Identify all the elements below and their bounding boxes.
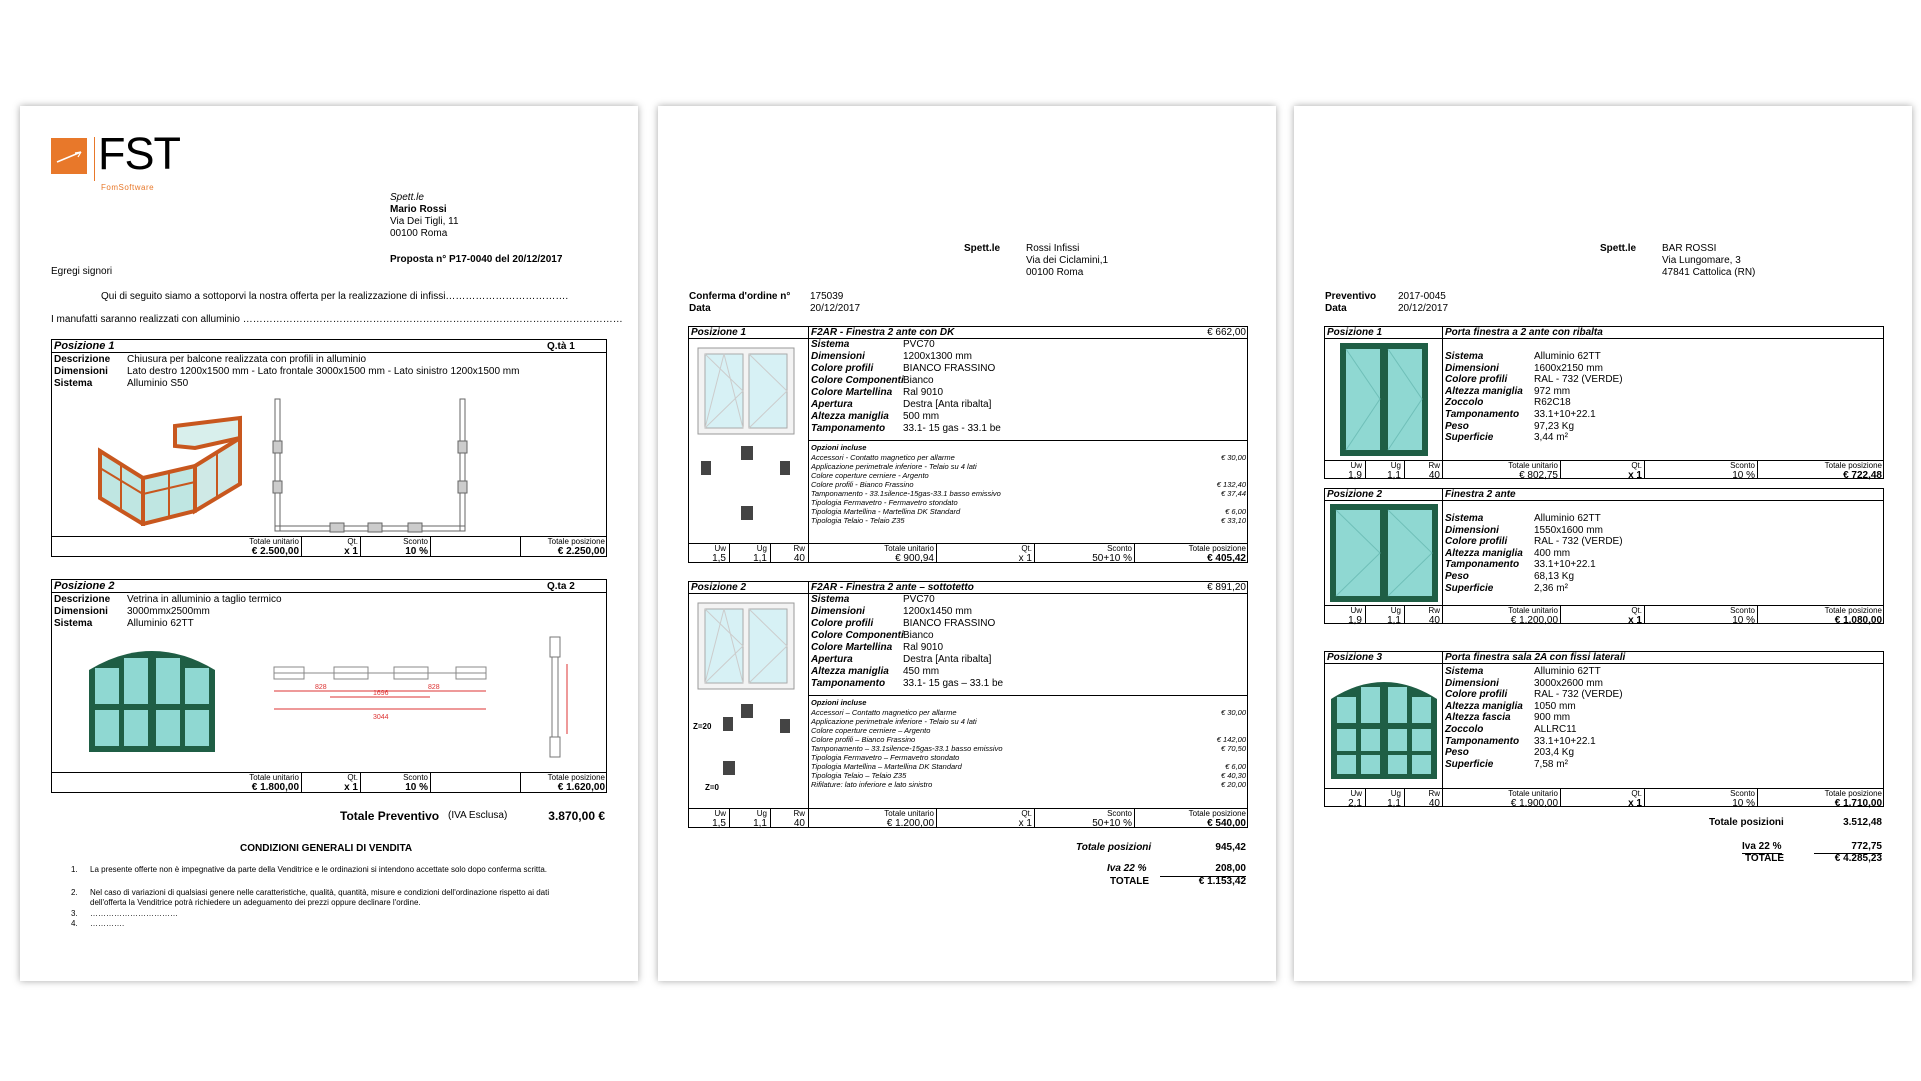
- field-label: Tamponamento: [811, 678, 886, 689]
- field-value: 3,44 m²: [1534, 432, 1568, 444]
- green-window-image: [1329, 503, 1439, 603]
- option-price: € 20,00: [1220, 780, 1246, 789]
- rw-label: Rw: [1428, 789, 1440, 798]
- field-value: 33.1+10+22.1: [1534, 559, 1596, 571]
- option-price: € 37,44: [1220, 489, 1246, 498]
- field-value: 68,13 Kg: [1534, 571, 1575, 582]
- field-label: Colore Componenti: [811, 630, 904, 641]
- field-value: 203,4 Kg: [1534, 747, 1575, 759]
- option-item: Tipologia Martellina – Martellina DK Standard: [811, 762, 962, 771]
- field-label: Dimensioni: [54, 366, 108, 377]
- position-total-label: Totale posizione: [1188, 544, 1246, 553]
- qty-value: x 1: [1628, 615, 1642, 626]
- total-unit-label: Totale unitario: [249, 773, 299, 782]
- ug-value: 1,1: [1387, 615, 1401, 626]
- field-value: 33.1- 15 gas – 33.1 be: [903, 678, 1004, 689]
- arched-door-image: [1329, 671, 1439, 781]
- date-label: Data: [1325, 303, 1347, 314]
- position-total-value: € 1.080,00: [1834, 615, 1882, 626]
- profile-sections-drawing: [693, 441, 803, 536]
- field-label: Dimensioni: [1445, 524, 1499, 536]
- ug-label: Ug: [756, 809, 767, 818]
- option-price: € 6,00: [1225, 762, 1246, 771]
- field-value: Destra [Anta ribalta]: [903, 654, 992, 665]
- position-total-label: Totale posizione: [1824, 606, 1882, 615]
- total-unit-value: € 802,75: [1519, 470, 1558, 481]
- qty-value: x 1: [1018, 818, 1032, 829]
- discount-value: 10 %: [405, 782, 428, 793]
- field-value: Alluminio S50: [127, 378, 189, 389]
- addressee-city: 00100 Roma: [390, 228, 448, 239]
- total-unit-label: Totale unitario: [1508, 789, 1558, 798]
- qty-label: Qt.: [347, 773, 358, 782]
- total-label: TOTALE: [1745, 853, 1785, 864]
- field-value: 972 mm: [1534, 385, 1571, 397]
- iva-value: 772,75: [1851, 841, 1882, 852]
- field-value: BIANCO FRASSINO: [903, 363, 996, 374]
- position-total-value: € 540,00: [1207, 818, 1246, 829]
- discount-value: 10 %: [1732, 615, 1755, 626]
- option-item: Tipologia Telaio - Telaio Z35: [811, 516, 905, 525]
- field-value: 450 mm: [903, 666, 940, 677]
- addressee-street: Via Lungomare, 3: [1662, 255, 1741, 266]
- field-value: 2,36 m²: [1534, 582, 1568, 594]
- field-label: Peso: [1445, 747, 1469, 759]
- total-value: € 4.285,23: [1834, 853, 1882, 864]
- position-total-value: € 2.250,00: [557, 546, 605, 557]
- uw-value: 1,9: [1348, 470, 1362, 481]
- field-label: Descrizione: [54, 594, 111, 605]
- uw-label: Uw: [1350, 461, 1362, 470]
- field-value: BIANCO FRASSINO: [903, 618, 996, 629]
- order-number: 175039: [810, 291, 844, 302]
- field-label: Dimensioni: [1445, 362, 1499, 374]
- field-value: 400 mm: [1534, 547, 1571, 559]
- intro-text: Qui di seguito siamo a sottoporvi la nostra offerta per la realizzazione di infissi……………………………….: [101, 291, 569, 302]
- field-value: 33.1+10+22.1: [1534, 409, 1596, 420]
- uw-label: Uw: [1350, 606, 1362, 615]
- field-label: Sistema: [1445, 666, 1484, 677]
- field-value: 33.1+10+22.1: [1534, 735, 1596, 747]
- qty-value: x 1: [1018, 553, 1032, 564]
- document-page-1: [20, 106, 638, 981]
- options-title: Opzioni incluse: [811, 443, 867, 452]
- field-label: Altezza maniglia: [811, 666, 889, 677]
- field-label: Sistema: [1445, 513, 1484, 524]
- field-label: Altezza fascia: [1445, 712, 1511, 724]
- field-value: 1550x1600 mm: [1534, 524, 1603, 536]
- addressee-street: Via Dei Tigli, 11: [390, 216, 459, 227]
- field-label: Dimensioni: [54, 606, 108, 617]
- total-unit-label: Totale unitario: [1508, 606, 1558, 615]
- field-label: Colore profili: [811, 363, 874, 374]
- total-unit-value: € 1.900,00: [1510, 798, 1558, 809]
- option-price: € 6,00: [1225, 507, 1246, 516]
- position-qty: Q.ta 2: [547, 581, 575, 592]
- document-page-2: [658, 106, 1276, 981]
- condition-number: 3.: [71, 909, 78, 918]
- salutation: Spett.le: [964, 243, 1001, 254]
- discount-value: 50+10 %: [1092, 818, 1132, 829]
- position-name: Finestra 2 ante: [1445, 489, 1516, 500]
- field-label: Tamponamento: [811, 423, 886, 434]
- uw-value: 1,9: [1348, 615, 1362, 626]
- qty-label: Qt.: [1631, 789, 1642, 798]
- field-value: 1200x1450 mm: [903, 606, 972, 617]
- qty-value: x 1: [1628, 798, 1642, 809]
- option-price: € 40,30: [1220, 771, 1246, 780]
- rw-value: 40: [1428, 615, 1440, 626]
- ug-label: Ug: [1390, 789, 1401, 798]
- field-value: PVC70: [903, 339, 935, 350]
- field-value: Lato destro 1200x1500 mm - Lato frontale 3000x1500 mm - Lato sinistro 1200x1500 mm: [127, 366, 520, 377]
- ug-label: Ug: [756, 544, 767, 553]
- option-item: Tipologia Telaio – Telaio Z35: [811, 771, 907, 780]
- dim-label: 3044: [373, 714, 389, 721]
- positions-total-label: Totale posizioni: [1709, 817, 1784, 828]
- field-label: Superficie: [1445, 582, 1494, 594]
- field-value: Alluminio 62TT: [1534, 666, 1601, 677]
- qty-label: Qt.: [1631, 606, 1642, 615]
- total-unit-label: Totale unitario: [884, 544, 934, 553]
- field-value: RAL - 732 (VERDE): [1534, 536, 1623, 548]
- field-value: Destra [Anta ribalta]: [903, 399, 992, 410]
- option-item: Colore profili – Bianco Frassino: [811, 735, 916, 744]
- positions-total-value: 3.512,48: [1843, 817, 1882, 828]
- field-value: RAL - 732 (VERDE): [1534, 374, 1623, 386]
- addressee-city: 00100 Roma: [1026, 267, 1084, 278]
- option-price: € 132,40: [1216, 480, 1246, 489]
- option-item: Rifilature: lato inferiore e lato sinistro: [811, 780, 933, 789]
- field-value: 33.1- 15 gas - 33.1 be: [903, 423, 1001, 434]
- vertical-section-drawing: [542, 634, 572, 764]
- field-value: R62C18: [1534, 397, 1571, 409]
- discount-label: Sconto: [1730, 789, 1755, 798]
- positions-total-label: Totale posizioni: [1076, 842, 1152, 853]
- total-unit-value: € 2.500,00: [251, 546, 299, 557]
- position-title: Posizione 3: [1327, 652, 1383, 663]
- field-label: Sistema: [1445, 351, 1484, 362]
- option-item: Colore coperture cerniere - Argento: [811, 471, 929, 480]
- field-value: 900 mm: [1534, 712, 1571, 724]
- condition-text: Nel caso di variazioni di qualsiasi genere nelle caratteristiche, qualità, quantità, misure e condizioni dell'ordinazione rispetto ai dati: [90, 888, 550, 897]
- z-label: Z=20: [693, 722, 712, 731]
- dim-label: 828: [428, 684, 440, 691]
- option-item: Colore profili - Bianco Frassino: [811, 480, 914, 489]
- date-value: 20/12/2017: [810, 303, 861, 314]
- field-value: Chiusura per balcone realizzata con profili in alluminio: [127, 354, 367, 365]
- option-item: Tamponamento – 33.1silence-15gas-33.1 basso emissivo: [811, 744, 1003, 753]
- field-label: Sistema: [811, 339, 850, 350]
- salutation: Spett.le: [390, 192, 424, 203]
- field-value: Bianco: [903, 630, 934, 641]
- uw-value: 2,1: [1348, 798, 1362, 809]
- profile-sections-drawing: [693, 699, 803, 794]
- field-label: Tamponamento: [1445, 735, 1520, 747]
- proposal-number: Proposta n° P17-0040 del 20/12/2017: [390, 254, 563, 265]
- discount-value: 10 %: [1732, 798, 1755, 809]
- option-price: € 30,00: [1220, 708, 1246, 717]
- option-item: Accessori – Contatto magnetico per allarme: [811, 708, 957, 717]
- green-door-image: [1339, 342, 1429, 457]
- date-value: 20/12/2017: [1398, 303, 1449, 314]
- discount-label: Sconto: [403, 537, 428, 546]
- options-title: Opzioni incluse: [811, 698, 867, 707]
- field-label: Altezza maniglia: [1445, 547, 1523, 559]
- field-value: 1050 mm: [1534, 700, 1576, 712]
- qty-label: Qt.: [347, 537, 358, 546]
- position-total-label: Totale posizione: [1188, 809, 1246, 818]
- salutation: Spett.le: [1600, 243, 1637, 254]
- uw-value: 1,5: [712, 818, 726, 829]
- ug-label: Ug: [1390, 461, 1401, 470]
- field-label: Tamponamento: [1445, 409, 1520, 420]
- discount-label: Sconto: [403, 773, 428, 782]
- option-price: € 70,50: [1220, 744, 1246, 753]
- position-name: F2AR - Finestra 2 ante con DK: [811, 327, 955, 338]
- option-price: € 33,10: [1220, 516, 1246, 525]
- document-page-3: [1294, 106, 1912, 981]
- option-item: Applicazione perimetrale inferiore - Telaio su 4 lati: [811, 717, 977, 726]
- field-value: Ral 9010: [903, 387, 944, 398]
- field-label: Altezza maniglia: [1445, 385, 1523, 397]
- condition-text: ……………………………: [90, 909, 178, 918]
- field-value: Alluminio 62TT: [1534, 351, 1601, 362]
- addressee-name: BAR ROSSI: [1662, 243, 1717, 254]
- positions-total-value: 945,42: [1215, 842, 1246, 853]
- ug-value: 1,1: [753, 818, 767, 829]
- grand-total-note: (IVA Esclusa): [448, 810, 508, 821]
- rw-label: Rw: [1428, 606, 1440, 615]
- position-price: € 662,00: [1207, 327, 1246, 338]
- condition-text: La presente offerte non è impegnative da parte della Venditrice e le ordinazioni si intendono accettate solo dopo conferma scritta.: [90, 865, 548, 874]
- horizontal-section-drawing: [270, 661, 495, 726]
- qty-label: Qt.: [1631, 461, 1642, 470]
- logo-name: FST: [98, 128, 180, 179]
- field-label: Peso: [1445, 420, 1469, 432]
- field-label: Apertura: [811, 654, 853, 665]
- option-item: Accessori - Contatto magnetico per allarme: [811, 453, 955, 462]
- rw-label: Rw: [1428, 461, 1440, 470]
- addressee-street: Via dei Ciclamini,1: [1026, 255, 1109, 266]
- position-name: F2AR - Finestra 2 ante – sottotetto: [811, 582, 974, 593]
- position-title: Posizione 2: [1327, 489, 1383, 500]
- option-item: Tipologia Fermavetro - Fermavetro stondato: [811, 498, 958, 507]
- field-label: Sistema: [54, 618, 93, 629]
- total-unit-value: € 900,94: [895, 553, 934, 564]
- uw-value: 1,5: [712, 553, 726, 564]
- field-value: 3000mmx2500mm: [127, 606, 210, 617]
- field-value: 97,23 Kg: [1534, 420, 1575, 432]
- iva-label: Iva 22 %: [1742, 841, 1782, 852]
- field-value: Ral 9010: [903, 642, 944, 653]
- discount-label: Sconto: [1107, 809, 1132, 818]
- position-total-label: Totale posizione: [547, 773, 605, 782]
- total-unit-label: Totale unitario: [1508, 461, 1558, 470]
- field-label: Sistema: [54, 378, 93, 389]
- position-name: Porta finestra sala 2A con fissi laterali: [1445, 652, 1626, 663]
- field-label: Tamponamento: [1445, 559, 1520, 571]
- position-total-label: Totale posizione: [547, 537, 605, 546]
- field-label: Altezza maniglia: [811, 411, 889, 422]
- total-label: TOTALE: [1110, 876, 1150, 887]
- condition-number: 2.: [71, 888, 78, 897]
- field-value: Vetrina in alluminio a taglio termico: [127, 594, 282, 605]
- position-title: Posizione 1: [54, 340, 115, 352]
- date-label: Data: [689, 303, 711, 314]
- discount-label: Sconto: [1730, 606, 1755, 615]
- field-value: 500 mm: [903, 411, 940, 422]
- position-total-label: Totale posizione: [1824, 461, 1882, 470]
- field-value: 1200x1300 mm: [903, 351, 972, 362]
- field-value: 3000x2600 mm: [1534, 677, 1603, 689]
- field-label: Dimensioni: [811, 351, 865, 362]
- option-item: Applicazione perimetrale inferiore - Telaio su 4 lati: [811, 462, 977, 471]
- condition-number: 4.: [71, 919, 78, 928]
- rw-value: 40: [1428, 798, 1440, 809]
- arched-window-image: [86, 642, 218, 754]
- greeting: Egregi signori: [51, 266, 113, 277]
- ug-value: 1,1: [1387, 798, 1401, 809]
- total-unit-label: Totale unitario: [249, 537, 299, 546]
- field-label: Zoccolo: [1445, 724, 1484, 735]
- ug-value: 1,1: [753, 553, 767, 564]
- addressee-name: Rossi Infissi: [1026, 243, 1080, 254]
- position-qty: Q.tà 1: [547, 341, 575, 352]
- position-total-value: € 1.620,00: [557, 782, 605, 793]
- field-value: PVC70: [903, 594, 935, 605]
- z-label: Z=0: [705, 783, 720, 792]
- field-value: Bianco: [903, 375, 934, 386]
- grand-total-value: 3.870,00 €: [548, 809, 605, 823]
- field-value: 7,58 m²: [1534, 758, 1568, 770]
- field-label: Colore Martellina: [811, 387, 893, 398]
- rw-label: Rw: [793, 544, 805, 553]
- position-name: Porta finestra a 2 ante con ribalta: [1445, 327, 1603, 338]
- discount-value: 10 %: [405, 546, 428, 557]
- position-title: Posizione 2: [54, 580, 115, 592]
- field-value: Alluminio 62TT: [1534, 513, 1601, 524]
- field-label: Colore profili: [1445, 536, 1508, 548]
- addressee-city: 47841 Cattolica (RN): [1662, 267, 1756, 278]
- iva-value: 208,00: [1215, 863, 1246, 874]
- field-label: Dimensioni: [1445, 677, 1499, 689]
- discount-value: 50+10 %: [1092, 553, 1132, 564]
- logo-divider: [94, 137, 95, 181]
- position-total-value: € 722,48: [1843, 470, 1882, 481]
- position-total-value: € 405,42: [1207, 553, 1246, 564]
- dim-label: 1696: [373, 690, 389, 697]
- condition-text: ………….: [90, 919, 125, 928]
- fst-logo-icon: [51, 138, 87, 174]
- rw-value: 40: [793, 553, 805, 564]
- position-total-label: Totale posizione: [1824, 789, 1882, 798]
- total-value: € 1.153,42: [1198, 876, 1246, 887]
- order-label: Conferma d'ordine n°: [689, 291, 791, 302]
- ug-label: Ug: [1390, 606, 1401, 615]
- rw-value: 40: [793, 818, 805, 829]
- qty-value: x 1: [344, 782, 358, 793]
- total-unit-value: € 1.200,00: [886, 818, 934, 829]
- qty-label: Qt.: [1021, 809, 1032, 818]
- field-value: Alluminio 62TT: [127, 618, 194, 629]
- dim-label: 828: [315, 684, 327, 691]
- position-price: € 891,20: [1207, 582, 1246, 593]
- uw-label: Uw: [1350, 789, 1362, 798]
- field-value: RAL - 732 (VERDE): [1534, 689, 1623, 701]
- option-item: Tipologia Fermavetro – Fermavetro stondato: [811, 753, 960, 762]
- position-title: Posizione 2: [691, 582, 747, 593]
- plan-section-drawing: [270, 396, 500, 541]
- window-image: [696, 601, 796, 691]
- option-price: € 30,00: [1220, 453, 1246, 462]
- field-label: Superficie: [1445, 432, 1494, 444]
- field-label: Colore profili: [811, 618, 874, 629]
- total-unit-value: € 1.800,00: [251, 782, 299, 793]
- field-value: 1600x2150 mm: [1534, 362, 1603, 374]
- field-label: Sistema: [811, 594, 850, 605]
- condition-text: dell'offerta la Venditrice potrà richiedere un adeguamento dei prezzi oppure declinare l'ordine.: [90, 898, 421, 907]
- position-title: Posizione 1: [691, 327, 747, 338]
- field-value: ALLRC11: [1534, 724, 1577, 735]
- field-label: Peso: [1445, 571, 1469, 582]
- iva-label: Iva 22 %: [1107, 863, 1147, 874]
- field-label: Colore Componenti: [811, 375, 904, 386]
- grand-total-label: Totale Preventivo: [340, 809, 440, 823]
- rw-label: Rw: [793, 809, 805, 818]
- qty-value: x 1: [344, 546, 358, 557]
- discount-value: 10 %: [1732, 470, 1755, 481]
- discount-label: Sconto: [1730, 461, 1755, 470]
- field-label: Colore Martellina: [811, 642, 893, 653]
- quote-number: 2017-0045: [1398, 291, 1446, 302]
- uw-label: Uw: [714, 544, 726, 553]
- field-label: Altezza maniglia: [1445, 700, 1523, 712]
- quote-label: Preventivo: [1325, 291, 1377, 302]
- balcony-enclosure-image: [95, 406, 270, 526]
- logo-subtitle: FomSoftware: [101, 183, 155, 192]
- ug-value: 1,1: [1387, 470, 1401, 481]
- qty-label: Qt.: [1021, 544, 1032, 553]
- total-unit-value: € 1.200,00: [1510, 615, 1558, 626]
- field-label: Zoccolo: [1445, 397, 1484, 409]
- position-total-value: € 1.710,00: [1834, 798, 1882, 809]
- addressee-name: Mario Rossi: [390, 204, 447, 215]
- option-price: € 142,00: [1216, 735, 1246, 744]
- field-label: Dimensioni: [811, 606, 865, 617]
- field-label: Colore profili: [1445, 689, 1508, 701]
- conditions-title: CONDIZIONI GENERALI DI VENDITA: [240, 843, 413, 854]
- total-unit-label: Totale unitario: [884, 809, 934, 818]
- option-item: Tamponamento - 33.1silence-15gas-33.1 basso emissivo: [811, 489, 1001, 498]
- rw-value: 40: [1428, 470, 1440, 481]
- option-item: Colore coperture cerniere – Argento: [811, 726, 931, 735]
- manufacturing-text: I manufatti saranno realizzati con alluminio ……………………………………………………………………………………………………: [51, 314, 623, 325]
- field-label: Colore profili: [1445, 374, 1508, 386]
- condition-number: 1.: [71, 865, 78, 874]
- uw-label: Uw: [714, 809, 726, 818]
- window-image: [696, 346, 796, 436]
- option-item: Tipologia Martellina - Martellina DK Standard: [811, 507, 961, 516]
- qty-value: x 1: [1628, 470, 1642, 481]
- field-label: Descrizione: [54, 354, 111, 365]
- field-label: Apertura: [811, 399, 853, 410]
- discount-label: Sconto: [1107, 544, 1132, 553]
- field-label: Superficie: [1445, 758, 1494, 770]
- position-title: Posizione 1: [1327, 327, 1383, 338]
